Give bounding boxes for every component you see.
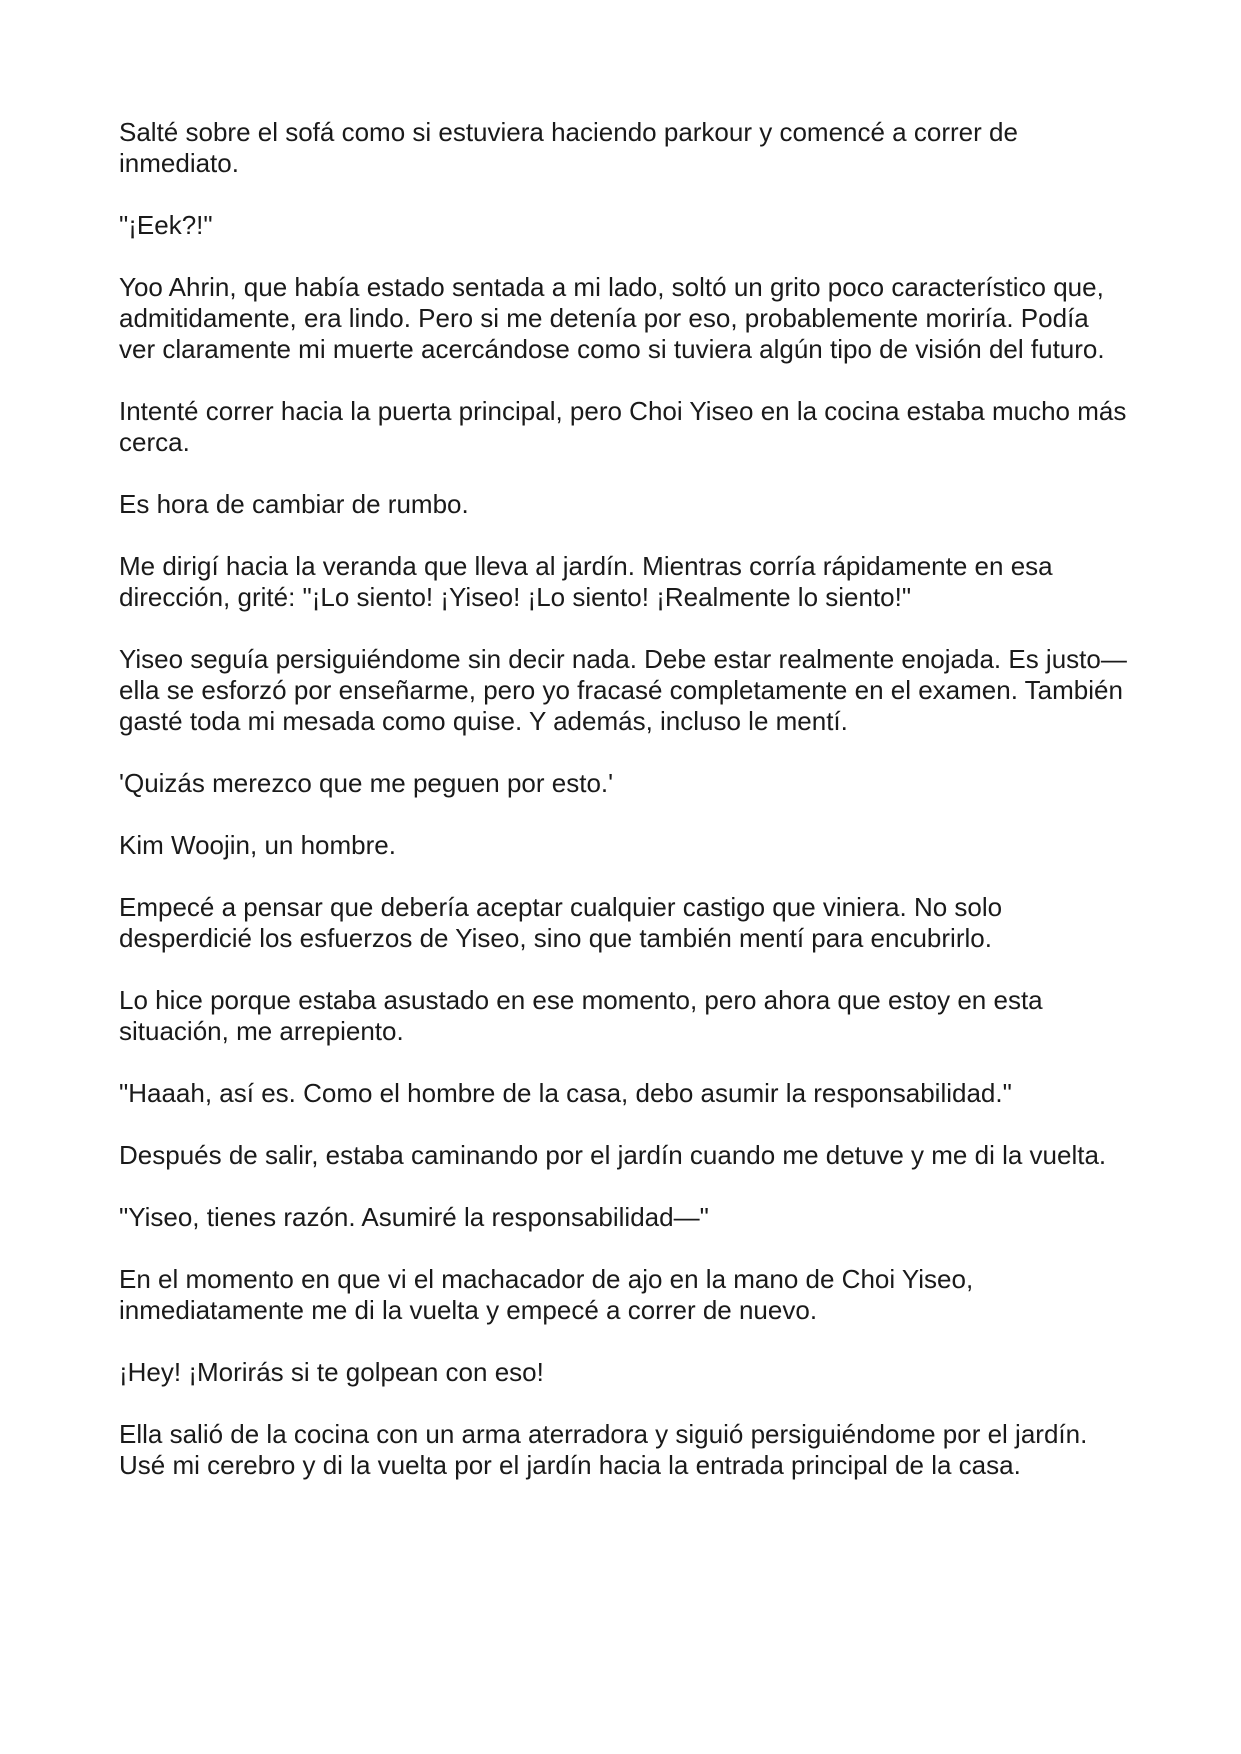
paragraph-11: Lo hice porque estaba asustado en ese momento, pero ahora que estoy en esta situación, me arrepiento.: [119, 985, 1043, 1046]
paragraph-15: En el momento en que vi el machacador de ajo en la mano de Choi Yiseo, inmediatamente me di la vuelta y empecé a correr de nuevo.: [119, 1264, 974, 1325]
paragraph-3: Yoo Ahrin, que había estado sentada a mi lado, soltó un grito poco característico que, admitidamente, era lindo. Pero si me detenía por eso, probablemente moriría. Podía ver claramente mi muerte acercándose como si tuviera algún tipo de visión del futuro.: [119, 272, 1105, 364]
paragraph-6: Me dirigí hacia la veranda que lleva al jardín. Mientras corría rápidamente en esa dirección, grité: "¡Lo siento! ¡Yiseo! ¡Lo siento! ¡Realmente lo siento!": [119, 551, 1053, 612]
paragraph-5: Es hora de cambiar de rumbo.: [119, 489, 469, 519]
paragraph-7: Yiseo seguía persiguiéndome sin decir nada. Debe estar realmente enojada. Es justo—ella se esforzó por enseñarme, pero yo fracasé completamente en el examen. También gasté toda mi mesada como quise. Y además, incluso le mentí.: [119, 644, 1127, 736]
paragraph-8: 'Quizás merezco que me peguen por esto.': [119, 768, 614, 798]
paragraph-16: ¡Hey! ¡Morirás si te golpean con eso!: [119, 1357, 544, 1387]
paragraph-4: Intenté correr hacia la puerta principal, pero Choi Yiseo en la cocina estaba mucho más cerca.: [119, 396, 1127, 457]
paragraph-2: "¡Eek?!": [119, 210, 213, 240]
paragraph-1: Salté sobre el sofá como si estuviera haciendo parkour y comencé a correr de inmediato.: [119, 117, 1018, 178]
paragraph-14: "Yiseo, tienes razón. Asumiré la responsabilidad—": [119, 1202, 709, 1232]
paragraph-13: Después de salir, estaba caminando por el jardín cuando me detuve y me di la vuelta.: [119, 1140, 1107, 1170]
paragraph-17: Ella salió de la cocina con un arma aterradora y siguió persiguiéndome por el jardín. Usé mi cerebro y di la vuelta por el jardín hacia la entrada principal de la casa.: [119, 1419, 1088, 1480]
paragraph-10: Empecé a pensar que debería aceptar cualquier castigo que viniera. No solo desperdicié los esfuerzos de Yiseo, sino que también mentí para encubrirlo.: [119, 892, 1003, 953]
paragraph-12: "Haaah, así es. Como el hombre de la casa, debo asumir la responsabilidad.": [119, 1078, 1012, 1108]
document-body: [119, 117, 1129, 1512]
paragraph-9: Kim Woojin, un hombre.: [119, 830, 396, 860]
